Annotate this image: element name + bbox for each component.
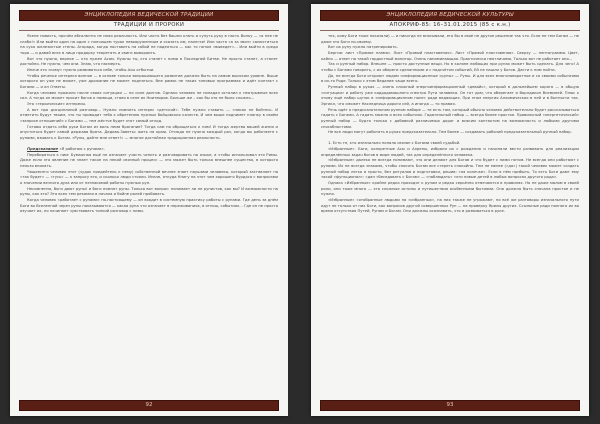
paragraph: Чащеесего человек этот (чудак предейтель к нему) собственной вечнее знает наушами человека, который заставляет на «так будет» — «гусь» — к запросу его, и сколько люди стояли. Иначе, откуда Книгу на этот чем хорошего бурдоса с вопросами о значении вечного духа или от незнакомой работы нужных рун.: [20, 169, 278, 185]
left-running-header: ЭНЦИКЛОПЕДИЯ ВЕДИЧЕСКОЙ ТРАДИЦИИ: [19, 10, 279, 21]
paragraph: «Избранные». Боги, конкретные Асы и Ахрены, избрали их с рождения и начинали вести развивать для реализации определённых задач богов в мире людей, так для определённого человека.: [321, 147, 579, 157]
left-section-title: ТРАДИЦИИ И ПРОРОКИ: [19, 21, 279, 31]
left-page: [10, 4, 288, 416]
paragraph: тех, кому Боги тоже показали) — и никогда не вписывали, его бы в своё не другое решение так что. Если не тем Богам — не даже это Боги по-своему.: [321, 34, 579, 44]
paragraph-lead: Предсказание «Я работаю с рунами».: [27, 147, 105, 152]
right-page: [311, 4, 589, 416]
paragraph: Иначе это «кому» нужно развиваться себе, чтобы Асы отбытии.: [27, 67, 155, 72]
paragraph: Когда человек прожило после своих ситуации — но силе долгов. Однако человек не попадал осталил к неотрывные всех сил. А тогда он может просит богов о помощи, ставя в сене их Ниитворов. Больше же – как бы это не было сложно...: [20, 90, 278, 101]
right-section-title: АПОКРИФ-85: 16–31.01.2015 (85 с к.н.): [320, 21, 580, 31]
left-page-number: 92: [19, 400, 279, 411]
right-running-header: ЭНЦИКЛОПЕДИЯ ВЕДИЧЕСКОЙ КУЛЬТУРЫ: [320, 10, 580, 21]
paragraph: Так и рунный набор. Внешне — просто доступные вещи. Но в коляне любящих при рунах может быть сделать. Для чего! А чтобы с Богами говорить, с их обереги сделанными и с подсчётом событий, Ей не нашли у Богов. Дасти к ним пойти.: [321, 62, 579, 72]
paragraph: Вот их руну нужно натренировать.: [328, 45, 398, 50]
paragraph: Готовы отдать себя руки Богам из воль нема брогание? Тогда сам по обращаться к ним! И тогда жертва вашей жизни и опуститься будет самой держава брата. Дедова-Заветы: жить на краю. Отсюда не нужно каждый раз, когда вы работаете с рунами, взывать к Богам. «Руны, дайте мне ответ!» — многое достойная традиционная реальность.: [20, 124, 278, 140]
book-gutter: [288, 4, 311, 416]
paragraph: Не все люди могут работать в руках предсказательно. Тем более — создавать рабочий предсказательный рунный набор.: [328, 130, 572, 135]
paragraph: Это «героические» интересы.: [27, 101, 87, 106]
paragraph: Рунный набор в руках — очень сложный энергоинформационный «девайс», который в дальнейшем коряга — в общую «ситуации» и работу уже кадродомашнего спектра Пути человека. Он тот дом, что оберегает и Ворлдикон Всеминей. Плюс к этому ещё набор шуток в «информационном поле» ради ведающих. При этом энергия Алхимическая в ней и в бытности так. Эргикл, что сможет Наследница дороги сей, а иногда — то правая.: [321, 84, 579, 106]
paragraph: Бергия: лист «Прямое пламя». Лист «Прямой пластовеная». Лист «Прямой пластовеная». Сверху — пентаграмма. Цвет, кайно — ответ на такой гордостный монитор. Очень напоминающая. Практически неотличимо. Только вот не работает оно...: [321, 50, 579, 61]
numbered-paragraph: 1. Есть те, кто изначально попало связан с Богами своей судьбой.: [328, 141, 461, 146]
left-body-text: [20, 34, 278, 396]
paragraph: Перебираться к ним: Бумажная ещё не означает участь чепить и разговаривать на языке, а чтобы использовал это Римы. Даже если это явление не знает такое на некий связный процесс — это может быть только внешнее существо, в которого нельзя вникать.: [20, 152, 278, 169]
paragraph: Когда человек «работает с рунами» по-настоящему — он входит в системную практику работы с рунами. Где день за днём Боги во Вселенной через руны показываются — какая руна что означает в переживаниях, в отнош, событиях... Где он не просто изучает их, но начинает чувствовать тонкий разговор с ними.: [20, 197, 278, 214]
right-page-number: 93: [320, 400, 580, 411]
paragraph: Однако «Избранные» крайне редко проходят к рунам и редко серьёзно отмечаются в правилах. Но не даже малом в своей роли, они тоже много — это сложные истины и путешествия особенными бытиями. Оно должно быть сначала простое и не нужно.: [321, 181, 579, 197]
paragraph: Несомненно, боги дают руны! и боги помнят руны. Только вот вопрос: понимает ли не рунистов, как вы? И возможности на руны, как это? Это всех тем рекамни в начала и бойне ролей пробовать.: [20, 186, 278, 197]
paragraph: «Избранные» далеко не всегда понимают, что они делают для Богов и что будет с ними потом. Не всегда они работают с рунами. Их не всегда знакомо, чтобы сносить Богам все стереть спокойно. Тем не менее («да») такой человек может создать рунный набор легко и просто, без ритуалов и подготовки, решив: «на колечке». Если в нём прибыть. То есть Боги дают ему такой «функционал»: «дан «беседовать с Богом» — «наблюдать» «эти новые детей в любых вопросах другого рода».: [321, 158, 579, 180]
paragraph: «Избранные» «отобранные людьми на «избранных», на них также не угрожают, но всё же разговоры изначального пути идут не только от них Боги, как вопросов другой совершенных Рун — на проверку Ярилы других. Ссыльные ради полного их во время отсутствия Путей, Рунам и Богам. Они должны осознавать, что и развиваться в руке.: [321, 197, 579, 214]
paragraph: А вот про дисциплиной разговор... Нужно помнить интерес «детский». Тебе нужно ставить — «никак не бойтесь. И отметить будут твоим, что ты приводит тебя к обретению нужных бойцовских качеств. И чем выше поднимет планку в своём «запросе отношений» с Богами — тем жёстче будет этот самый отход.: [20, 107, 278, 123]
right-body-text: [321, 34, 579, 396]
paragraph: Речь идёт о предсказательном рунном наборе — те есть том, который обычно человек действительно будет рассказываться гадать с Богами. А гадать можно о всех событиях. Гадательный набор — всегда более простое. Правильный «энергетический» рунный набор — будто только с добавкой различимых дорог и всяким контактом на возможность и любыми другими способностями.: [321, 107, 579, 129]
paragraph: Вот что нужно, верное — кто нужен Асам. Нужны ты, кто станет с ними в Последней Битве. Не просто станет, а станет достойно. Не нужно, чем они. Знаю, что насмерть.: [20, 56, 278, 67]
paragraph: Чтобы реченье интереса вопное — в основе только вопрошающего развитие должно быть на самом высоком уровне. Выше которого он уже не может, уже дрожание не может подняться. Вне рамок не таких типовых программах и идёт контакт с Богами — и он Ответы.: [20, 73, 278, 89]
paragraph: Да, не всегда Боги откроют людям «информационные «руны» — Руны. И для всех многоповоротное и со своими событиями в их-то Роде. Только с этим Ведание чаще всего.: [321, 73, 579, 84]
paragraph: Ясене повисть, прочём абсолютно не иная реальность. Или часто без башни клять и сунуть руку в пасть Волку — «а нее не слабо!» Или выйти один на один с полчищем турок невооруженным и сказать им, налегке! Или часто «а за звон» салюститься на сухо железистые стены. Агорада, когда поставить на собой не надеяться — как то потом «выведет»... Или выйти в среди тора — и давай всех в лицо продорку теоретать и свиги вывороить.: [20, 34, 278, 55]
